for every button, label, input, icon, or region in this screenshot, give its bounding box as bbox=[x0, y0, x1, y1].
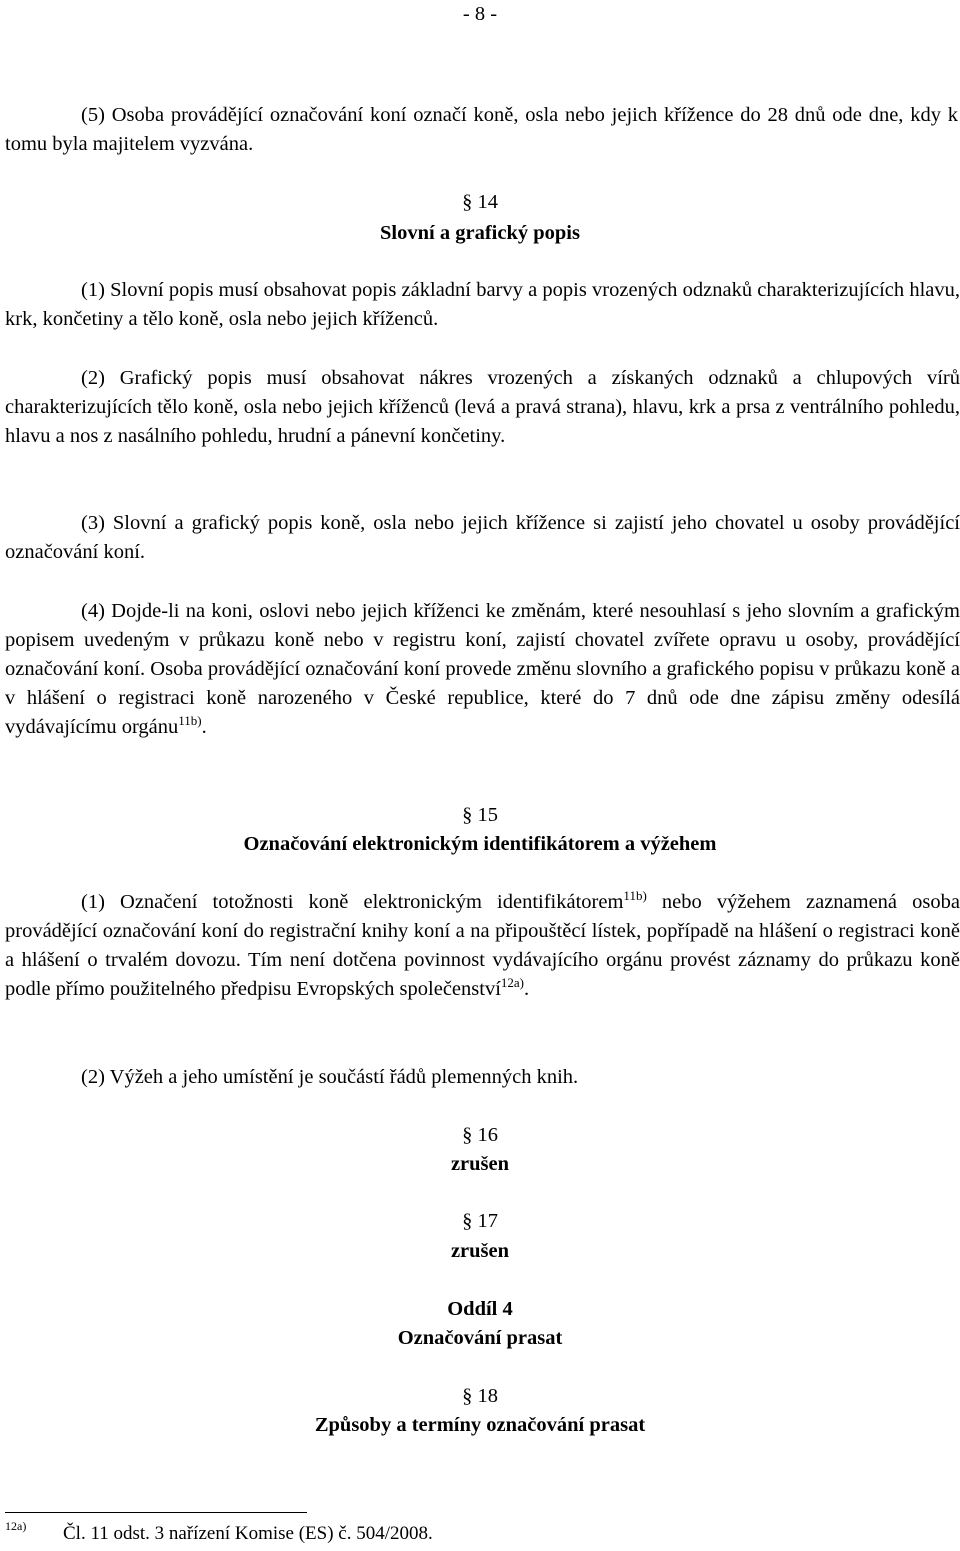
section-15-number: § 15 bbox=[462, 804, 498, 826]
section-15-paragraph-2: (2) Výžeh a jeho umístění je součástí řádů plemenných knih. bbox=[81, 1066, 579, 1088]
paragraph-5: (5) Osoba provádějící označování koní označí koně, osla nebo jejich křížence do 28 dnů ode dne, kdy k tomu byla majitelem vyzvána. bbox=[5, 104, 958, 155]
footnote-ref-11b: 11b) bbox=[623, 888, 647, 903]
section-18-title: Způsoby a termíny označování prasat bbox=[314, 1414, 646, 1436]
section-17-number: § 17 bbox=[462, 1210, 498, 1232]
section-16-number: § 16 bbox=[462, 1124, 498, 1146]
oddil-4-title: Označování prasat bbox=[397, 1327, 563, 1349]
oddil-4-label: Oddíl 4 bbox=[447, 1298, 513, 1320]
section-15-paragraph-1-text-b: nebo výžehem zaznamená osoba provádějící označování koní do registrační knihy koní a na připouštěcí lístek, popřípadě na hlášení o registraci koně a hlášení o trvalém dovozu. Tím není dotčena povinnost vydávajícího orgánu provést záznamy do průkazu koně podle přímo použitelného předpisu Evropských společenství bbox=[5, 891, 960, 1000]
footnote-ref-12a: 12a) bbox=[500, 975, 524, 990]
section-14-paragraph-4 bbox=[5, 597, 960, 742]
section-15-paragraph-1-end: . bbox=[524, 978, 530, 1000]
section-14-paragraph-1: (1) Slovní popis musí obsahovat popis základní barvy a popis vrozených odznaků charakterizujících hlavu, krk, končetiny a tělo koně, osla nebo jejich kříženců. bbox=[5, 279, 960, 330]
section-14-paragraph-3: (3) Slovní a grafický popis koně, osla nebo jejich křížence si zajistí jeho chovatel u osoby provádějící označování koní. bbox=[5, 512, 960, 563]
section-17-status: zrušen bbox=[450, 1240, 510, 1262]
footnote-ref-11b: 11b) bbox=[178, 713, 202, 728]
section-18-number: § 18 bbox=[462, 1385, 498, 1407]
footnote-divider bbox=[5, 1512, 307, 1513]
section-15-paragraph-1-text-a: (1) Označení totožnosti koně elektronickým identifikátorem bbox=[81, 891, 624, 913]
section-15-title: Označování elektronickým identifikátorem a výžehem bbox=[243, 833, 717, 855]
footnote-text: Čl. 11 odst. 3 nařízení Komise (ES) č. 504/2008. bbox=[63, 1523, 433, 1544]
footnote-mark: 12a) bbox=[5, 1519, 27, 1533]
section-14-paragraph-4-end: . bbox=[201, 716, 207, 738]
section-14-paragraph-4-text: (4) Dojde-li na koni, oslovi nebo jejich kříženci ke změnám, které nesouhlasí s jeho slovním a grafickým popisem uvedeným v průkazu koně nebo v registru koní, zajistí chovatel zvířete opravu u osoby, provádějící označování koní. Osoba provádějící označování koní provede změnu slovního a grafického popisu v průkazu koně a v hlášení o registraci koně narozeného v České republice, které do 7 dnů ode dne zápisu změny odesílá vydávajícímu orgánu bbox=[5, 600, 960, 738]
section-15-paragraph-1 bbox=[5, 888, 960, 1004]
section-14-number: § 14 bbox=[462, 191, 498, 213]
section-14-title: Slovní a grafický popis bbox=[380, 222, 580, 244]
section-16-status: zrušen bbox=[450, 1153, 510, 1175]
section-14-paragraph-2: (2) Grafický popis musí obsahovat nákres vrozených a získaných odznaků a chlupových vírů charakterizujících tělo koně, osla nebo jejich kříženců (levá a pravá strana), hlavu, krk a prsa z ventrálního pohledu, hlavu a nos z nasálního pohledu, hrudní a pánevní končetiny. bbox=[5, 367, 960, 447]
page-number: - 8 - bbox=[462, 3, 498, 25]
